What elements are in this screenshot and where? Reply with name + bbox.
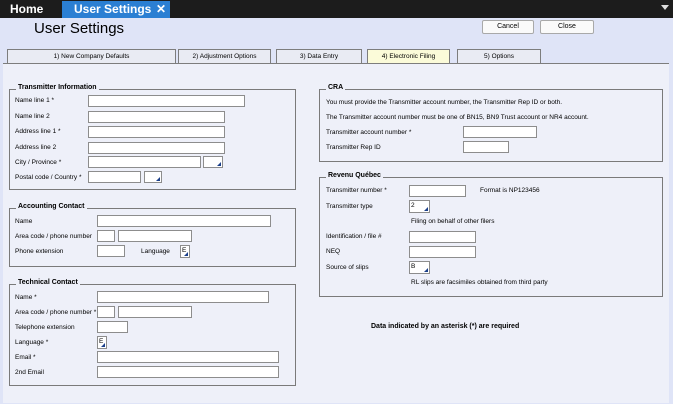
- name-line-1-input[interactable]: [88, 95, 245, 107]
- accounting-name-label: Name: [15, 218, 33, 225]
- tab-options[interactable]: 5) Options: [457, 49, 541, 63]
- postal-code-input[interactable]: [88, 171, 141, 183]
- accounting-language-combo[interactable]: [180, 245, 190, 258]
- cra-info-1: You must provide the Transmitter account number, the Transmitter Rep ID or both.: [326, 99, 563, 106]
- rq-type-description: Filing on behalf of other filers: [411, 218, 495, 225]
- technical-extension-label: Telephone extension: [15, 324, 75, 331]
- technical-extension-input[interactable]: [97, 321, 128, 333]
- accounting-group-title: Accounting Contact: [18, 203, 85, 210]
- accounting-area-code-input[interactable]: [97, 230, 115, 242]
- dropdown-arrow-icon: [424, 268, 428, 272]
- page-title: User Settings: [34, 20, 125, 37]
- rq-source-value: B: [411, 263, 416, 270]
- tab-home[interactable]: Home: [10, 2, 44, 16]
- rq-type-value: 2: [411, 202, 415, 209]
- tab-electronic-filing[interactable]: 4) Electronic Filing: [367, 49, 450, 63]
- transmitter-group-title: Transmitter Information: [18, 84, 97, 91]
- rq-type-label: Transmitter type: [326, 203, 373, 210]
- rq-number-label: Transmitter number *: [326, 187, 387, 194]
- technical-phone-input[interactable]: [118, 306, 192, 318]
- rq-group-title: Revenu Québec: [328, 172, 381, 179]
- rq-type-combo[interactable]: [409, 200, 430, 213]
- accounting-language-label: Language: [141, 248, 170, 255]
- close-icon[interactable]: ✕: [155, 2, 166, 16]
- email-2-input[interactable]: [97, 366, 279, 378]
- city-input[interactable]: [88, 156, 201, 168]
- required-fields-note: Data indicated by an asterisk (*) are required: [371, 323, 520, 330]
- rq-neq-input[interactable]: [409, 246, 476, 258]
- accounting-name-input[interactable]: [97, 215, 271, 227]
- rq-ident-input[interactable]: [409, 231, 476, 243]
- province-combo[interactable]: [203, 156, 223, 168]
- technical-language-combo[interactable]: [97, 336, 107, 349]
- rq-format-hint: Format is NP123456: [480, 187, 540, 194]
- email-2-label: 2nd Email: [15, 369, 44, 376]
- accounting-extension-input[interactable]: [97, 245, 125, 257]
- tab-new-company-defaults[interactable]: 1) New Company Defaults: [7, 49, 176, 63]
- cra-rep-input[interactable]: [463, 141, 509, 153]
- accounting-language-value: E: [182, 247, 187, 254]
- cra-account-label: Transmitter account number *: [326, 129, 412, 136]
- rq-neq-label: NEQ: [326, 248, 341, 255]
- accounting-phone-label: Area code / phone number: [15, 233, 92, 240]
- tab-adjustment-options[interactable]: 2) Adjustment Options: [178, 49, 271, 63]
- rq-number-input[interactable]: [409, 185, 466, 197]
- technical-language-value: E: [99, 338, 104, 345]
- tab-user-settings[interactable]: [62, 1, 170, 18]
- dropdown-arrow-icon: [424, 207, 428, 211]
- cra-group-title: CRA: [328, 84, 344, 91]
- technical-language-label: Language *: [15, 339, 49, 346]
- tab-user-settings-label: User Settings: [74, 2, 152, 16]
- cra-rep-label: Transmitter Rep ID: [326, 144, 381, 151]
- address-line-1-input[interactable]: [88, 126, 225, 138]
- cra-account-input[interactable]: [463, 126, 537, 138]
- name-line-1-label: Name line 1 *: [15, 97, 55, 104]
- tab-data-entry[interactable]: 3) Data Entry: [276, 49, 362, 63]
- chevron-down-icon[interactable]: [661, 5, 669, 10]
- address-line-1-label: Address line 1 *: [15, 128, 61, 135]
- dropdown-arrow-icon: [101, 343, 105, 347]
- rq-ident-label: Identification / file #: [326, 233, 382, 240]
- postal-country-label: Postal code / Country *: [15, 174, 82, 181]
- close-button[interactable]: Close: [540, 20, 594, 34]
- technical-name-input[interactable]: [97, 291, 269, 303]
- technical-group-title: Technical Contact: [18, 279, 78, 286]
- cra-info-2: The Transmitter account number must be one of BN15, BN9 Trust account or NR4 account.: [326, 114, 589, 121]
- accounting-extension-label: Phone extension: [15, 248, 64, 255]
- dropdown-arrow-icon: [184, 252, 188, 256]
- rq-source-label: Source of slips: [326, 264, 369, 271]
- address-line-2-input[interactable]: [88, 142, 225, 154]
- accounting-phone-input[interactable]: [118, 230, 192, 242]
- technical-name-label: Name *: [15, 294, 37, 301]
- technical-area-code-input[interactable]: [97, 306, 115, 318]
- email-input[interactable]: [97, 351, 279, 363]
- cancel-button[interactable]: Cancel: [482, 20, 534, 34]
- dropdown-arrow-icon: [217, 162, 221, 166]
- dropdown-arrow-icon: [156, 177, 160, 181]
- technical-phone-label: Area code / phone number *: [15, 309, 97, 316]
- name-line-2-input[interactable]: [88, 111, 225, 123]
- rq-source-description: RL slips are facsimiles obtained from third party: [411, 279, 548, 286]
- address-line-2-label: Address line 2: [15, 144, 57, 151]
- city-province-label: City / Province *: [15, 159, 62, 166]
- rq-source-combo[interactable]: [409, 261, 430, 274]
- name-line-2-label: Name line 2: [15, 113, 50, 120]
- country-combo[interactable]: [144, 171, 162, 183]
- email-label: Email *: [15, 354, 36, 361]
